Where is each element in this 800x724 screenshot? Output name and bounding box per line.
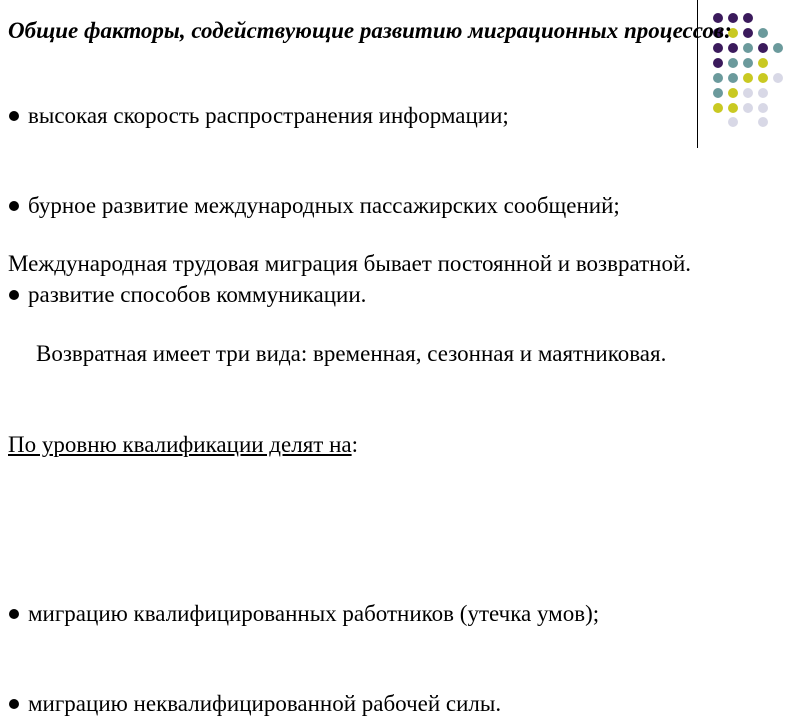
bullet-item: миграцию квалифицированных работников (утечка умов);: [8, 594, 800, 634]
dot: [773, 73, 783, 83]
dot: [728, 58, 738, 68]
dot: [758, 73, 768, 83]
bullet-item: миграцию неквалифицированной рабочей силы.: [8, 684, 800, 724]
bullet-item: бурное развитие международных пассажирских сообщений;: [8, 186, 800, 226]
qualification-heading: По уровню квалификации делят на: [8, 432, 352, 457]
dot: [713, 73, 723, 83]
paragraph-return-migration: Возвратная имеет три вида: временная, сезонная и маятниковая.: [36, 341, 667, 366]
dot: [758, 58, 768, 68]
bullet-item: высокая скорость распространения информации;: [8, 96, 800, 136]
paragraph-qualification: [8, 425, 792, 465]
qualification-colon: :: [351, 432, 358, 457]
dot: [743, 73, 753, 83]
slide-title: Общие факторы, содействующие развитию миграционных процессов:: [8, 18, 732, 43]
dot: [728, 73, 738, 83]
paragraph-migration-types: Международная трудовая миграция бывает постоянной и возвратной.: [8, 251, 692, 276]
bullet-item: развитие способов коммуникации.: [8, 275, 800, 315]
dot: [713, 58, 723, 68]
dot: [743, 58, 753, 68]
